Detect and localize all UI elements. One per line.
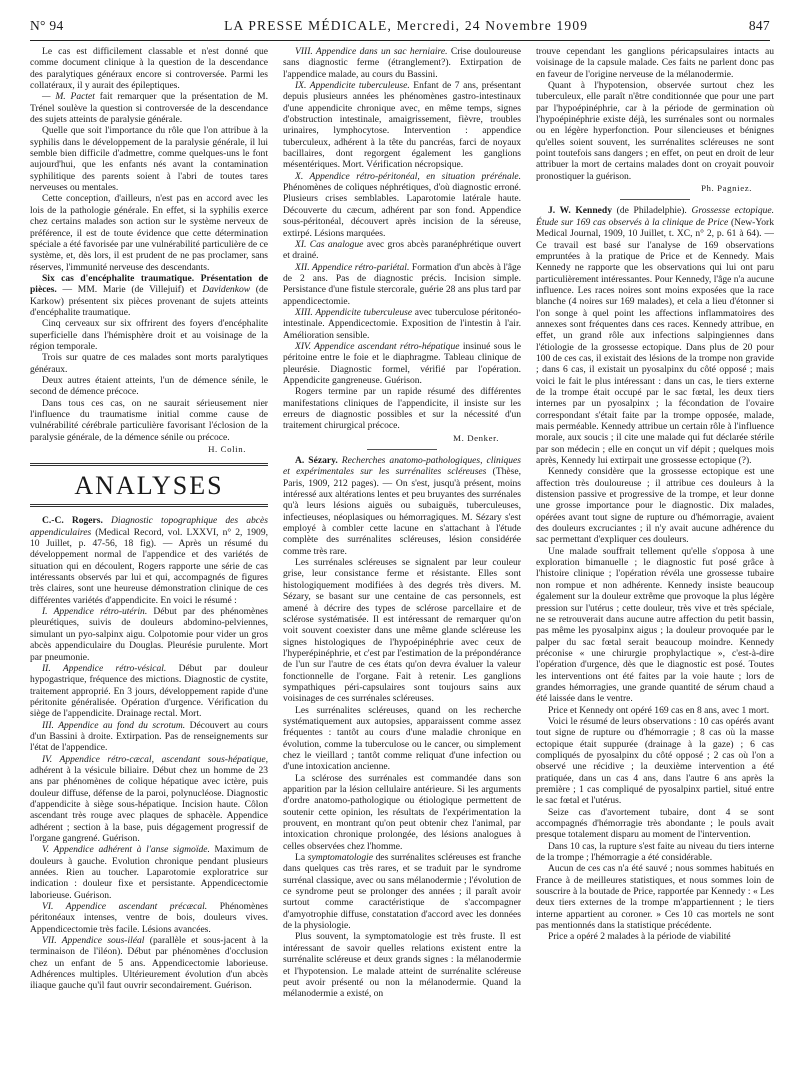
separator-rule [620,199,690,200]
paragraph: Price et Kennedy ont opéré 169 cas en 8 ans, avec 1 mort. [548,704,770,716]
list-item: VII. Appendice sous-iléal (parallèle et sous-jacent à la terminaison de l'iléon). Début par phénomènes d'occlusion chez un enfant de 5 ans. Appendicectomie laborieuse. Adhérences multiples. Ultérieurement évolution d'un abcès iliaque gauche qu'il faut ouvrir secondairement. Guérison. [30,935,268,992]
paragraph: Rogers termine par un rapide résumé des différentes manifestations cliniques de l'appendicite, il insiste sur les erreurs de diagnostic possibles et sur la nécessité d'un traitement chirurgical précoce. [283,386,521,432]
list-item: XII. Appendice rétro-pariétal. Formation d'un abcès à l'âge de 2 ans. Pas de diagnostic précis. Incision simple. Persistance d'une fistule stercorale, guérie 28 ans plus tard par appendicectomie. [283,261,521,307]
paragraph: Cinq cerveaux sur six offrirent des foyers d'encéphalite superficielle dans l'hémisphère droit et au voisinage de la région temporale. [30,318,268,352]
paragraph: Cette conception, d'ailleurs, n'est pas en accord avec les lois de la pathologie générale. En effet, si la syphilis exerce chez certains malades son action sur le système nerveux de préférence, il est de toute évidence que cette détermination spéciale a été favorisée par une vulnérabilité particulière de ce système, et, dès lors, il est prudent de ne pas proclamer, sans réserves, l'immunité nerveuse des descendants. [30,193,268,273]
analysis-entry: J. W. Kennedy (de Philadelphie). Grossesse ectopique. Étude sur 169 cas observés à la clinique de Price (New-York Medical Journal, 1909, 10 Juillet, t. XC, n° 2, p. 61 à 64). — Ce travail est basé sur l'analyse de 169 observations empruntées à la pratique de Price et de Kennedy. Mais Kennedy ne rapporte que les observations qui lui ont paru particulièrement intéressantes. Pour Kennedy, l'âge n'a aucune influence. Les races noires sont moins exposées que la race blanche (4 noires sur 169 malades), et cela a lieu d'étonner si l'on songe à quel point les affections inflammatoires des annexes sont fréquentes dans ces races. Kennedy attribue, en effet, un grand rôle aux infections salpingiennes dans l'étiologie de la grossesse ectopique. Dans plus de 20 pour 100 de ces cas, il existait des lésions de la trompe non gravide ; dans 6 cas, il existait un pyosalpinx du côté opposé ; mais voici le fait le plus intéressant : dans un cas, le tiers externe de la trompe était occupé par le sac fœtal, les deux tiers internes par un pyosalpinx ; la fécondation de l'ovaire correspondant s'était faite par la trompe opposée, malade, mais perméable. Kennedy attribue un certain rôle à l'influence morale, aux soucis ; il cite une malade qui fut déclarée stérile par son médecin ; elle en conçut un vif dépit ; quelques mois après, Kennedy lui extirpait une grossesse ectopique (?). [536,205,774,467]
paragraph: Kennedy considère que la grossesse ectopique est une affection très douloureuse ; il attribue ces douleurs à la distension passive et progressive de la trompe, et leur donne une grosse importance pour le diagnostic. Dix malades, opérées avant tout signe de rupture ou d'hémorragie, avaient des douleurs excruciantes ; il n'y avait aucune adhérence du sac permettant d'expliquer ces douleurs. [536,466,774,546]
journal-title: LA PRESSE MÉDICALE, Mercredi, 24 Novembre 1909 [224,18,589,33]
list-item: IV. Appendice rétro-cæcal, ascendant sous-hépatique, adhérent à la vésicule biliaire. Début chez un homme de 23 ans par phénomènes de colique hépatique avec ictère, puis douleur diffuse, défense de la paroi, polynucléose. Diagnostic d'appendicite à siège sous-hépatique. Incision haute. Côlon ascendant très rouge avec plaques de sphacèle. Appendice adhérent ; section à la base, puis dégagement progressif de l'organe gangrené. Guérison. [30,753,268,844]
section-rule [30,504,268,507]
header-rule [30,40,770,41]
paragraph: — M. Pactet fait remarquer que la présentation de M. Trénel soulève la question si controversée de la descendance des sujets atteints de paralysie générale. [30,91,268,126]
list-item: I. Appendice rétro-utérin. Début par des phénomènes pleurétiques, suivis de douleurs abdomino-pelviennes, simulant un pyo-salpinx aigu. Colpotomie pour vider un gros abcès appendiculaire du Douglas. Pleurésie purulente. Mort par pneumonie. [30,606,268,663]
paragraph: Les surrénales scléreuses se signalent par leur couleur grise, leur consistance ferme et résistante. Elles sont histologiquement modifiées à des degrés très divers. M. Sézary, se basant sur une centaine de cas personnels, est amené à décrire des types de sclérose parcellaire et de sclérose systématisée. Il est intéressant de remarquer qu'on voit souvent coexister dans une même glande scléreuse les signes histologiques de l'hypoépinéphrie avec ceux de l'hyperépinéphrie, et c'est par l'estimation de la prépondérance de l'un sur l'autre de ces états qu'on devra évaluer la valeur fonctionnelle de l'organe. Fait à retenir. Les ganglions sympathiques péri-capsulaires sont toujours sains aux voisinages de ces surrénales scléreuses. [283,557,521,705]
paragraph: Deux autres étaient atteints, l'un de démence sénile, le second de démence précoce. [30,374,268,398]
paragraph: Les surrénalites scléreuses, quand on les recherche systématiquement aux autopsies, apparaissent comme assez fréquentes : tantôt au cours d'une maladie chronique en évolution, comme la tuberculose ou le cancer, ou simplement chez le vieillard ; tantôt comme reliquat d'une infection ou d'une intoxication ancienne. [283,704,521,773]
paragraph: Dans tous ces cas, on ne saurait sérieusement nier l'influence du traumatisme initial comme cause de vulnérabilité cérébrale particulière favorisant l'éclosion de la paralysie générale, de la démence sénile ou précoce. [30,397,268,443]
section-rule [30,463,268,466]
list-item: V. Appendice adhérent à l'anse sigmoïde. Maximum de douleurs à gauche. Evolution chronique pendant plusieurs années. Rien au toucher. Laparotomie exploratrice sur indication : douleur fixe et persistante. Appendicectomie laborieuse. Guérison. [30,844,268,901]
list-item: VI. Appendice ascendant précæcal. Phénomènes péritonéaux intenses, ventre de bois, douleurs vives. Appendicectomie très facile. Lésions avancées. [30,901,268,935]
paragraph: Price a opéré 2 malades à la période de viabilité [548,931,731,943]
paragraph: Voici le résumé de leurs observations : 10 cas opérés avant tout signe de rupture ou d'hémorragie ; 8 cas où la masse ectopique était suppurée (drainage à la gaze) ; 6 cas compliqués de pyosalpinx du côté opposé ; 2 cas où l'on a observé une récidive ; la deuxième intervention a été pratiquée, dans un cas 4 ans, dans l'autre 6 ans après la première ; 1 cas compliqué de pyosalpinx partiel, situé entre le sac fœtal et l'utérus. [536,715,774,807]
list-item: IX. Appendicite tuberculeuse. Enfant de 7 ans, présentant depuis plusieurs années les phénomènes gastro-intestinaux d'une appendicite chronique avec, en même temps, signes d'obstruction intestinale, amaigrissement, fièvre, troubles urinaires, lymphocytose. Intervention : appendice tuberculeux, adhérent à la tête du pancréas, farci de noyaux bacillaires, dont regorgent également les ganglions mésentériques. Mort. Vérification nécropsique. [283,80,521,171]
paragraph: Le cas est difficilement classable et n'est donné que comme document clinique à la question de la descendance des paralytiques généraux encore si controversée. Parmi les collatéraux, il y aurait des épileptiques. [30,46,268,92]
paragraph: Quant à l'hypotension, observée surtout chez les tuberculeux, elle paraît n'être conditionnée que pour une part par l'hypoépinéphrie, car à la période de germination où l'hypoépinéphrie existe déjà, les surrénales sont ou normales ou en légère hyperfonction. Pour silencieuses et bénignes qu'elles soient souvent, les surrénalites scléreuses ne sont point toutefois sans dangers ; en effet, on peut en droit de leur attribuer la mort de certains malades dont on croyait pouvoir pronostiquer la guérison. [536,80,774,182]
paragraph: Plus souvent, la symptomatologie est très fruste. Il est intéressant de savoir quelles relations existent entre la surrénalite scléreuse et deux grands signes : la mélanodermie et l'hypotension. Le malade atteint de surrénalite scléreuse peut avoir présenté ou non la mélanodermie. Quand la mélanodermie a existé, on [283,931,521,1000]
separator-rule [367,449,437,450]
list-item: II. Appendice rétro-vésical. Début par douleur hypogastrique, fréquence des mictions. Diagnostic de cystite, traitement approprié. En 3 jours, développement rapide d'une péritonite généralisée. Opération d'urgence. Vérification du siège de l'appendicite. Drainage rectal. Mort. [30,662,268,720]
page-header [30,18,770,40]
paragraph: Dans 10 cas, la rupture s'est faite au niveau du tiers interne de la trompe ; l'hémorragie a été considérable. [536,840,774,864]
paragraph: Six cas d'encéphalite traumatique. Présentation de pièces. — MM. Marie (de Villejuif) et Davidenkow (de Karkow) présentent six pièces provenant de sujets atteints d'encéphalite traumatique. [30,272,268,318]
column-3 [536,46,774,1076]
analysis-entry: C.-C. Rogers. Diagnostic topographique des abcès appendiculaires (Medical Record, vol. LXXVI, n° 2, 1909, 10 Juillet, p. 47-56, 18 fig). — Après un résumé du développement normal de l'appendice et des variétés de situation qui en découlent, Rogers rapporte une série de cas intéressants observés par lui et qui, accompagnés de figures très claires, sont une heureuse démonstration clinique de ces différentes variétés d'appendicite. En voici le résumé : [30,515,268,606]
list-item: XIII. Appendicite tuberculeuse avec tuberculose péritonéo-intestinale. Appendicectomie. Exposition de l'intestin à l'air. Amélioration sensible. [283,306,521,341]
paragraph: La sclérose des surrénales est commandée dans son apparition par la lésion cellulaire antérieure. Si les arguments d'ordre anatomo-pathologique ou étiologique permettent de soutenir cette opinion, les résultats de l'expérimentation la prouvent, en montrant qu'on peut obtenir chez l'animal, par intoxication chronique prolongée, des lésions analogues à celles observées chez l'homme. [283,772,521,852]
paragraph: Aucun de ces cas n'a été sauvé ; nous sommes habitués en France à de meilleures statistiques, et nous sommes loin de souscrire à la boutade de Price, rapportée par Kennedy : « Les deux tiers externes de la trompe m'appartiennent ; le tiers interne appartient au coroner. » Ces 10 cas mortels ne sont pas mentionnés dans la statistique précédente. [536,863,774,932]
list-item: XIV. Appendice ascendant rétro-hépatique insinué sous le péritoine entre le foie et le diaphragme. Tableau clinique de pleurésie. Diagnostic formel, vérifié par l'opération. Appendicite gangreneuse. Guérison. [283,340,521,386]
author-signature: H. Colin. [208,444,246,455]
paragraph: Seize cas d'avortement tubaire, dont 4 se sont accompagnés d'hémorragie très abondante ; le pouls avait presque totalement disparu au moment de l'intervention. [536,806,774,841]
section-title: ANALYSES [74,471,224,501]
author-signature: Ph. Pagniez. [701,183,752,194]
column-2 [283,46,521,1076]
list-item: III. Appendice au fond du scrotum. Découvert au cours d'un Bassini à droite. Extirpation. Pas de renseignements sur l'état de l'appendice. [30,719,268,754]
list-item: XI. Cas analogue avec gros abcès paranéphrétique ouvert et drainé. [283,238,521,262]
author-signature: M. Denker. [453,432,499,443]
paragraph: Quelle que soit l'importance du rôle que l'on attribue à la syphilis dans le développement de la paralysie générale, il lui semble bien difficile d'admettre, comme quelques-uns le font aujourd'hui, que les enfants nés avant la contamination syphilitique des parents soient à l'abri de toutes tares nerveuses ou mentales. [30,125,268,194]
paragraph: Trois sur quatre de ces malades sont morts paralytiques généraux. [30,352,268,375]
analysis-entry: A. Sézary. Recherches anatomo-pathologiques, cliniques et expérimentales sur les surrénalites scléreuses (Thèse, Paris, 1909, 212 pages). — On s'est, jusqu'à présent, moins intéressé aux altérations lentes et peu bruyantes des surrénales qu'à leurs lésions aiguës ou subaiguës, tuberculeuses, infectieuses, néoplasiques ou hémorragiques. M. Sézary s'est employé à combler cette lacune en s'attachant à l'étude complète des surrénalites scléreuses, lésion considérée comme très rare. [283,455,521,557]
paragraph: La symptomatologie des surrénalites scléreuses est franche dans quelques cas très rares, et se traduit par le syndrome surrénal classique, avec ou sans mélanodermie ; l'évolution de ce syndrome peut se prolonger des années ; il paraît avoir surtout comme caractéristique de s'accompagner d'amyotrophie diffuse, constatation d'accord avec les données de la physiologie. [283,852,521,932]
issue-number: N° 94 [30,18,64,33]
paragraph: Une malade souffrait tellement qu'elle s'opposa à une exploration bimanuelle ; le diagnostic fut posé grâce à l'histoire clinique ; l'opération révéla une grossesse tubaire non rompue et non adhérente. Kennedy insiste beaucoup également sur la douleur extrême que provoque la plus légère pression sur l'utérus ; cette douleur, très vive et très spéciale, ne se retrouverait dans aucune autre affection du petit bassin, pas même les pyosalpinx aigus ; la douleur provoquée par le palper du sac fœtal serait beaucoup moindre. Kennedy préconise « une chirurgie prophylactique », c'est-à-dire l'opération d'urgence, dès que le diagnostic est posé. Toutes les interventions ont été faites par la voie haute ; lors de grandes hémorragies, une grande quantité de sérum chaud a été laissée dans le ventre. [536,545,774,705]
column-1 [30,46,268,1076]
paragraph: trouve cependant les ganglions péricapsulaires intacts au voisinage de la capsule malade. Ces faits ne parlent donc pas en faveur de l'origine nerveuse de la mélanodermie. [536,46,774,80]
list-item: X. Appendice rétro-péritonéal, en situation prérénale. Phénomènes de coliques néphrétiques, d'où diagnostic erroné. Plusieurs crises semblables. Laparotomie latérale haute. Découverte du cæcum, adhérent par son fond. Appendice sous-péritonéal, découvert après incision de la séreuse, extirpé. Lésions marquées. [283,170,521,239]
page-number: 847 [748,18,770,33]
list-item: VIII. Appendice dans un sac herniaire. Crise douloureuse sans diagnostic ferme (étranglement?). Extirpation de l'appendice malade, au cours du Bassini. [283,46,521,80]
